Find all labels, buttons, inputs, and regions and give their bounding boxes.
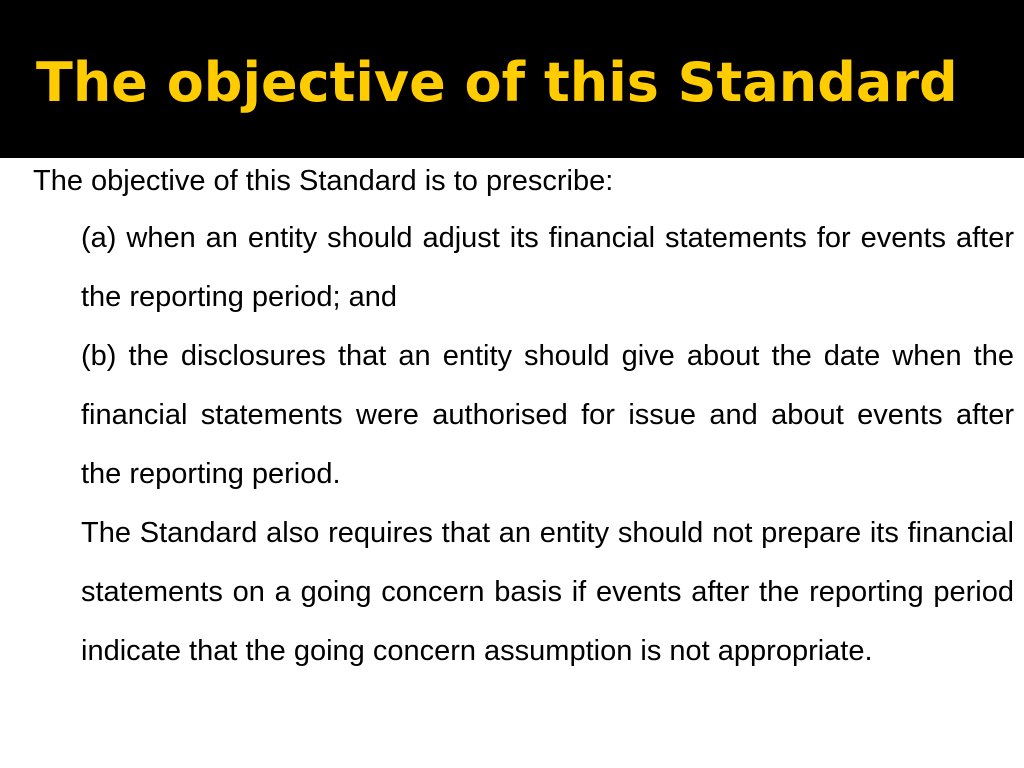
paragraph-going-concern: The Standard also requires that an entity should not prepare its financial statements on a going concern basis if events after the reporting period indicate that the going concern assumption is not appropriate. bbox=[81, 517, 1014, 667]
body-text-block bbox=[81, 209, 1014, 681]
paragraph-a: (a) when an entity should adjust its financial statements for events after the reporting period; and bbox=[81, 222, 1014, 313]
intro-text: The objective of this Standard is to prescribe: bbox=[33, 165, 614, 197]
slide-title: The objective of this Standard bbox=[36, 51, 958, 114]
title-bar bbox=[0, 0, 1024, 158]
paragraph-b: (b) the disclosures that an entity should give about the date when the financial statements were authorised for issue and about events after the reporting period. bbox=[81, 340, 1014, 490]
